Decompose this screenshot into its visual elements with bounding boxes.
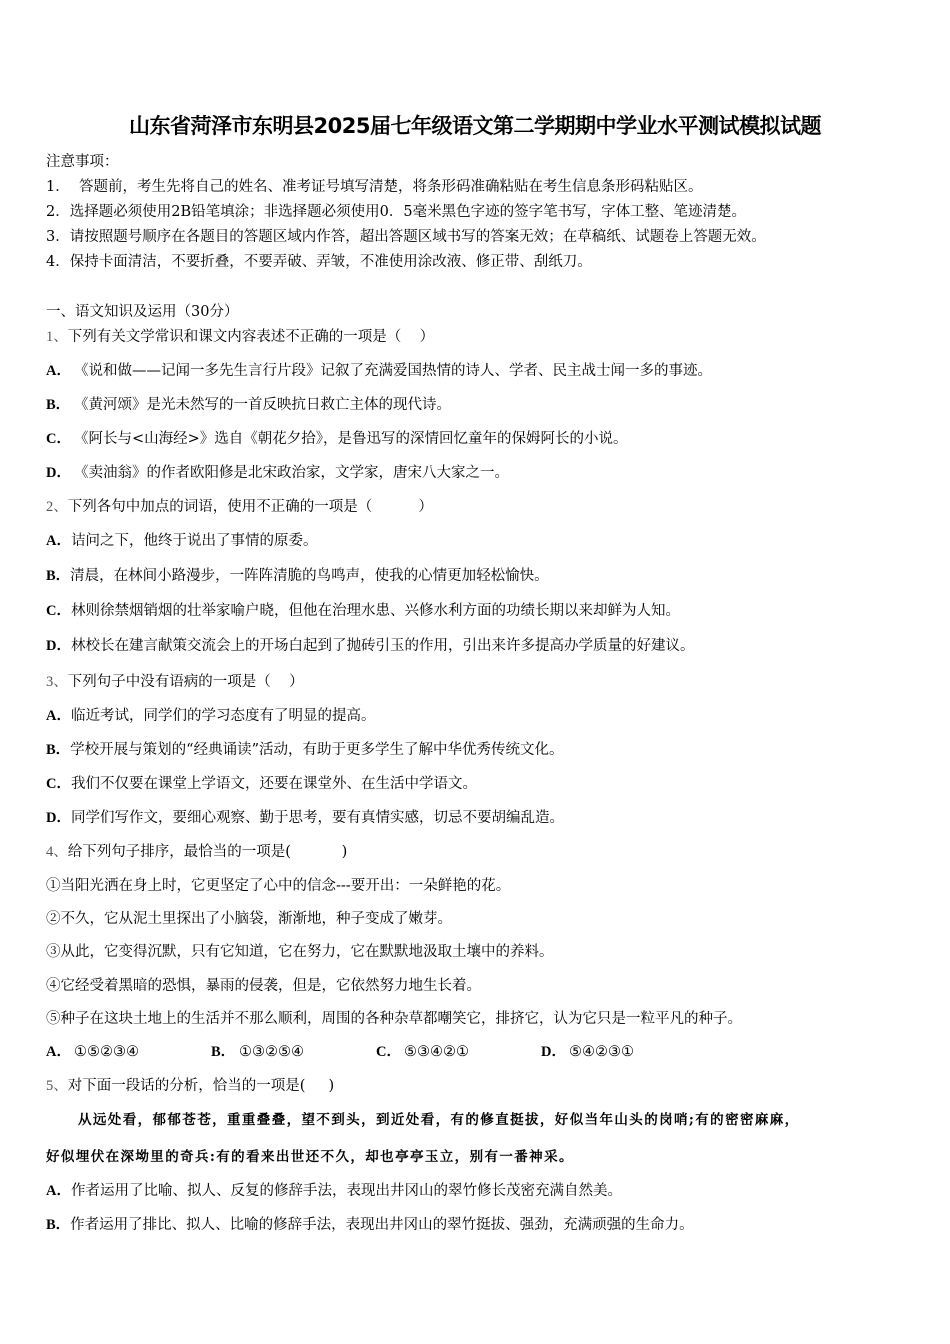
answer-options-row <box>46 1042 706 1062</box>
answer-option <box>46 601 680 621</box>
question-text: 给下列句子排序，最恰当的一项是( ) <box>67 844 348 860</box>
answer-option <box>46 706 375 726</box>
notice-heading: 注意事项： <box>46 154 119 170</box>
option-letter: C． <box>46 603 71 619</box>
question-stem <box>46 327 434 347</box>
notice-item <box>46 177 702 197</box>
option-text: 我们不仅要在课堂上学语文，还要在课堂外、在生活中学语文。 <box>70 776 477 792</box>
option-text: ①③②⑤④ <box>239 1044 304 1060</box>
option-text: 《说和做——记闻一多先生言行片段》记叙了充满爱国热情的诗人、学者、民主战士闻一多的事迹。 <box>74 363 712 379</box>
question-stem <box>46 842 347 862</box>
option-letter: D． <box>46 810 71 826</box>
option-text: 临近考试，同学们的学习态度有了明显的提高。 <box>70 708 376 724</box>
option-letter: A． <box>46 1183 71 1199</box>
answer-option <box>376 1042 541 1062</box>
option-text: 林则徐禁烟销烟的壮举家喻户晓，但他在治理水患、兴修水利方面的功绩长期以来却鲜为人知。 <box>70 603 680 619</box>
question-text: 下列有关文学常识和课文内容表述不正确的一项是（ ） <box>67 329 435 345</box>
answer-option <box>46 429 628 449</box>
option-letter: A． <box>46 1044 71 1060</box>
option-text: 《黄河颂》是光未然写的一首反映抗日救亡主体的现代诗。 <box>74 397 451 413</box>
option-letter: A． <box>46 363 71 379</box>
ordering-sentence: ⑤种子在这块土地上的生活并不那么顺利，周围的各种杂草都嘲笑它，排挤它，认为它只是一粒平凡的种子。 <box>46 1011 742 1027</box>
option-text: 作者运用了排比、拟人、比喻的修辞手法，表现出井冈山的翠竹挺拔、强劲，充满顽强的生命力。 <box>70 1217 694 1233</box>
notice-item-number: 2． <box>46 204 70 220</box>
question-number: 3、 <box>46 674 68 690</box>
notice-item-number: 4． <box>46 254 70 270</box>
reading-passage-line: 从远处看，郁郁苍苍，重重叠叠，望不到头，到近处看，有的修直挺拔，好似当年山头的岗哨;有的密密麻麻， <box>78 1112 800 1128</box>
option-text: 林校长在建言献策交流会上的开场白起到了抛砖引玉的作用，引出来许多提高办学质量的好建议。 <box>70 638 695 654</box>
answer-option <box>46 566 549 586</box>
question-number: 4、 <box>46 844 68 860</box>
option-text: 诘问之下，他终于说出了事情的原委。 <box>70 533 318 549</box>
answer-option <box>46 740 564 760</box>
option-text: 同学们写作文，要细心观察、勤于思考，要有真情实感，切忌不要胡编乱造。 <box>70 810 564 826</box>
notice-item-text: 保持卡面清洁，不要折叠，不要弄破、弄皱，不准使用涂改液、修正带、刮纸刀。 <box>69 254 592 270</box>
option-letter: B． <box>46 397 71 413</box>
notice-item-text: 选择题必须使用2B铅笔填涂；非选择题必须使用0．5毫米黑色字迹的签字笔书写，字体工整、笔迹清楚。 <box>69 204 747 220</box>
option-text: ⑤③④②① <box>404 1044 469 1060</box>
answer-option <box>541 1042 706 1062</box>
reading-passage-line: 好似埋伏在深坳里的奇兵:有的看来出世还不久，却也亭亭玉立，别有一番神采。 <box>46 1149 574 1165</box>
notice-item-text: 请按照题号顺序在各题目的答题区域内作答，超出答题区域书写的答案无效；在草稿纸、试题卷上答题无效。 <box>69 229 766 245</box>
option-text: 《卖油翁》的作者欧阳修是北宋政治家，文学家，唐宋八大家之一。 <box>74 465 509 481</box>
option-letter: A． <box>46 533 71 549</box>
section-heading: 一、语文知识及运用（30分） <box>46 304 239 320</box>
option-letter: A． <box>46 708 71 724</box>
ordering-sentence: ①当阳光洒在身上时，它更坚定了心中的信念---要开出：一朵鲜艳的花。 <box>46 878 511 894</box>
option-text: 清晨，在林间小路漫步，一阵阵清脆的鸟鸣声，使我的心情更加轻松愉快。 <box>70 568 549 584</box>
ordering-sentence: ②不久，它从泥土里探出了小脑袋，渐渐地，种子变成了嫩芽。 <box>46 911 452 927</box>
answer-option <box>46 774 477 794</box>
question-stem <box>46 1076 334 1096</box>
question-stem <box>46 497 433 517</box>
question-text: 对下面一段话的分析，恰当的一项是( ) <box>67 1078 335 1094</box>
answer-option <box>46 463 509 483</box>
page-title: 山东省菏泽市东明县2025届七年级语文第二学期期中学业水平测试模拟试题 <box>129 114 821 138</box>
option-letter: B． <box>211 1044 236 1060</box>
question-text: 下列句子中没有语病的一项是（ ） <box>67 674 304 690</box>
option-letter: B． <box>46 1217 71 1233</box>
answer-option <box>46 395 451 415</box>
notice-item <box>46 252 592 272</box>
answer-option <box>46 361 712 381</box>
notice-item-number: 3． <box>46 229 70 245</box>
notice-item-number: 1． <box>46 179 70 195</box>
notice-item <box>46 227 766 247</box>
ordering-sentence: ③从此，它变得沉默，只有它知道，它在努力，它在默默地汲取土壤中的养料。 <box>46 944 554 960</box>
answer-option <box>46 1042 211 1062</box>
answer-option <box>46 636 694 656</box>
answer-option <box>211 1042 376 1062</box>
option-text: 《阿长与<山海经>》选自《朝花夕拾》，是鲁迅写的深情回忆童年的保姆阿长的小说。 <box>74 431 628 447</box>
option-letter: C． <box>46 431 71 447</box>
question-number: 2、 <box>46 499 68 515</box>
option-text: 学校开展与策划的“经典诵读”活动，有助于更多学生了解中华优秀传统文化。 <box>70 742 564 758</box>
option-letter: B． <box>46 742 71 758</box>
answer-option <box>46 1215 694 1235</box>
question-number: 1、 <box>46 329 68 345</box>
option-text: ①⑤②③④ <box>74 1044 139 1060</box>
answer-option <box>46 1181 622 1201</box>
answer-option <box>46 531 317 551</box>
question-stem <box>46 672 304 692</box>
question-text: 下列各句中加点的词语，使用不正确的一项是（ ） <box>67 499 433 515</box>
option-letter: D． <box>46 465 71 481</box>
option-text: 作者运用了比喻、拟人、反复的修辞手法，表现出井冈山的翠竹修长茂密充满自然美。 <box>70 1183 622 1199</box>
option-letter: C． <box>376 1044 401 1060</box>
option-letter: D． <box>46 638 71 654</box>
option-letter: B． <box>46 568 71 584</box>
notice-item <box>46 202 746 222</box>
notice-item-text: 答题前，考生先将自己的姓名、准考证号填写清楚，将条形码准确粘贴在考生信息条形码粘贴区。 <box>69 179 703 195</box>
question-number: 5、 <box>46 1078 68 1094</box>
option-letter: C． <box>46 776 71 792</box>
option-letter: D． <box>541 1044 566 1060</box>
ordering-sentence: ④它经受着黑暗的恐惧，暴雨的侵袭，但是，它依然努力地生长着。 <box>46 978 481 994</box>
answer-option <box>46 808 564 828</box>
option-text: ⑤④②③① <box>569 1044 634 1060</box>
